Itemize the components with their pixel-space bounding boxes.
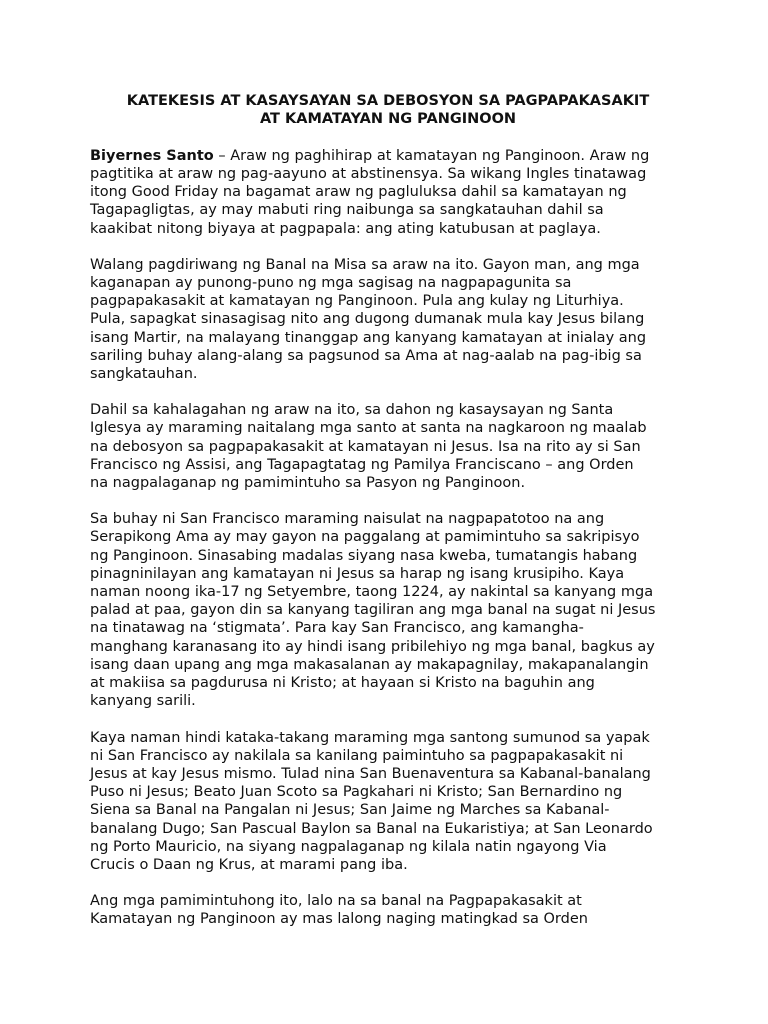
paragraph-line: at makiisa sa pagdurusa ni Kristo; at hayaan si Kristo na baguhin ang: [90, 675, 595, 692]
paragraph-line: Dahil sa kahalagahan ng araw na ito, sa dahon ng kasaysayan ng Santa: [90, 402, 614, 419]
paragraph-line: isang daan upang ang mga makasalanan ay makapagnilay, makapanalangin: [90, 656, 649, 673]
paragraph-line: isang Martir, na malayang tinanggap ang kanyang kamatayan at inialay ang: [90, 329, 647, 346]
paragraph-line: pinagninilayan ang kamatayan ni Jesus sa harap ng isang krusipiho. Kaya: [90, 565, 625, 582]
paragraph-line: banalang Dugo; San Pascual Baylon sa Banal na Eukaristiya; at San Leonardo: [90, 820, 653, 837]
paragraph-line: sariling buhay alang-alang sa pagsunod sa Ama at nag-aalab na pag-ibig sa: [90, 347, 642, 364]
title-line-2: AT KAMATAYAN NG PANGINOON: [259, 111, 517, 128]
paragraph-line: Iglesya ay maraming naitalang mga santo at santa na nagkaroon ng maalab: [90, 420, 647, 437]
paragraph-line: Ang mga pamimintuhong ito, lalo na sa banal na Pagpapakasakit at: [90, 893, 582, 910]
paragraph-line: Siena sa Banal na Pangalan ni Jesus; San Jaime ng Marches sa Kabanal-: [90, 802, 610, 819]
lead-term: Biyernes Santo: [90, 147, 214, 164]
paragraph-line: ng Porto Mauricio, na siyang nagpalaganap ng kilala natin ngayong Via: [90, 838, 607, 855]
title-line-1: KATEKESIS AT KASAYSAYAN SA DEBOSYON SA PAGPAPAKASAKIT: [126, 93, 650, 109]
paragraph-2: [90, 256, 686, 383]
paragraph-line: na debosyon sa pagpapakasakit at kamatayan ni Jesus. Isa na rito ay si San: [90, 438, 641, 455]
paragraph-line: Puso ni Jesus; Beato Juan Scoto sa Pagkahari ni Kristo; San Bernardino ng: [90, 784, 623, 801]
paragraph-line: manghang karanasang ito ay hindi isang pribilehiyo ng mga banal, bagkus ay: [90, 638, 655, 655]
paragraph-line: Jesus at kay Jesus mismo. Tulad nina San Buenaventura sa Kabanal-banalang: [90, 765, 651, 782]
paragraph-line: ng Panginoon. Sinasabing madalas siyang nasa kweba, tumatangis habang: [90, 547, 638, 564]
paragraph-line: kanyang sarili.: [90, 693, 196, 710]
paragraph-line: Crucis o Daan ng Krus, at marami pang iba.: [90, 856, 408, 873]
document-title: [90, 92, 686, 129]
paragraph-3: [90, 401, 686, 492]
paragraph-line: sangkatauhan.: [90, 366, 198, 383]
document-page: [90, 92, 686, 947]
paragraph-line: Serapikong Ama ay may gayon na paggalang at pamimintuho sa sakripisyo: [90, 529, 640, 546]
paragraph-line: naman noong ika-17 ng Setyembre, taong 1224, ay nakintal sa kanyang mga: [90, 584, 654, 601]
paragraph-4: [90, 510, 686, 710]
paragraph-line: kaganapan ay punong-puno ng mga sagisag na nagpapagunita sa: [90, 275, 572, 292]
paragraph-line: Kaya naman hindi kataka-takang maraming mga santong sumunod sa yapak: [90, 729, 650, 746]
paragraph-line: Pula, sapagkat sinasagisag nito ang dugong dumanak mula kay Jesus bilang: [90, 311, 645, 328]
paragraph-line-text: – Araw ng paghihirap at kamatayan ng Panginoon. Araw ng: [213, 147, 650, 164]
paragraph-line: pagpapakasakit at kamatayan ng Panginoon. Pula ang kulay ng Liturhiya.: [90, 293, 624, 310]
paragraph-line: Tagapagligtas, ay may mabuti ring naibunga sa sangkatauhan dahil sa: [90, 202, 604, 219]
paragraph-line: Kamatayan ng Panginoon ay mas lalong naging matingkad sa Orden: [90, 911, 588, 928]
paragraph-line: Sa buhay ni San Francisco maraming naisulat na nagpapatotoo na ang: [90, 511, 605, 528]
paragraph-line: na nagpalaganap ng pamimintuho sa Pasyon ng Panginoon.: [90, 475, 526, 492]
paragraph-line: palad at paa, gayon din sa kanyang tagiliran ang mga banal na sugat ni Jesus: [90, 602, 656, 619]
paragraph-1: [90, 147, 686, 238]
paragraph-5: [90, 729, 686, 875]
paragraph-line: kaakibat nitong biyaya at pagpapala: ang ating katubusan at paglaya.: [90, 220, 601, 237]
paragraph-6: [90, 892, 686, 928]
paragraph-line: [90, 147, 686, 165]
paragraph-line: na tinatawag na ‘stigmata’. Para kay San Francisco, ang kamangha-: [90, 620, 584, 637]
paragraph-line: Francisco ng Assisi, ang Tagapagtatag ng Pamilya Franciscano – ang Orden: [90, 456, 634, 473]
paragraph-line: pagtitika at araw ng pag-aayuno at abstinensya. Sa wikang Ingles tinatawag: [90, 166, 647, 183]
paragraph-line: itong Good Friday na bagamat araw ng pagluluksa dahil sa kamatayan ng: [90, 184, 627, 201]
paragraph-line: Walang pagdiriwang ng Banal na Misa sa araw na ito. Gayon man, ang mga: [90, 256, 640, 273]
paragraph-line: ni San Francisco ay nakilala sa kanilang paimintuho sa pagpapakasakit ni: [90, 747, 624, 764]
